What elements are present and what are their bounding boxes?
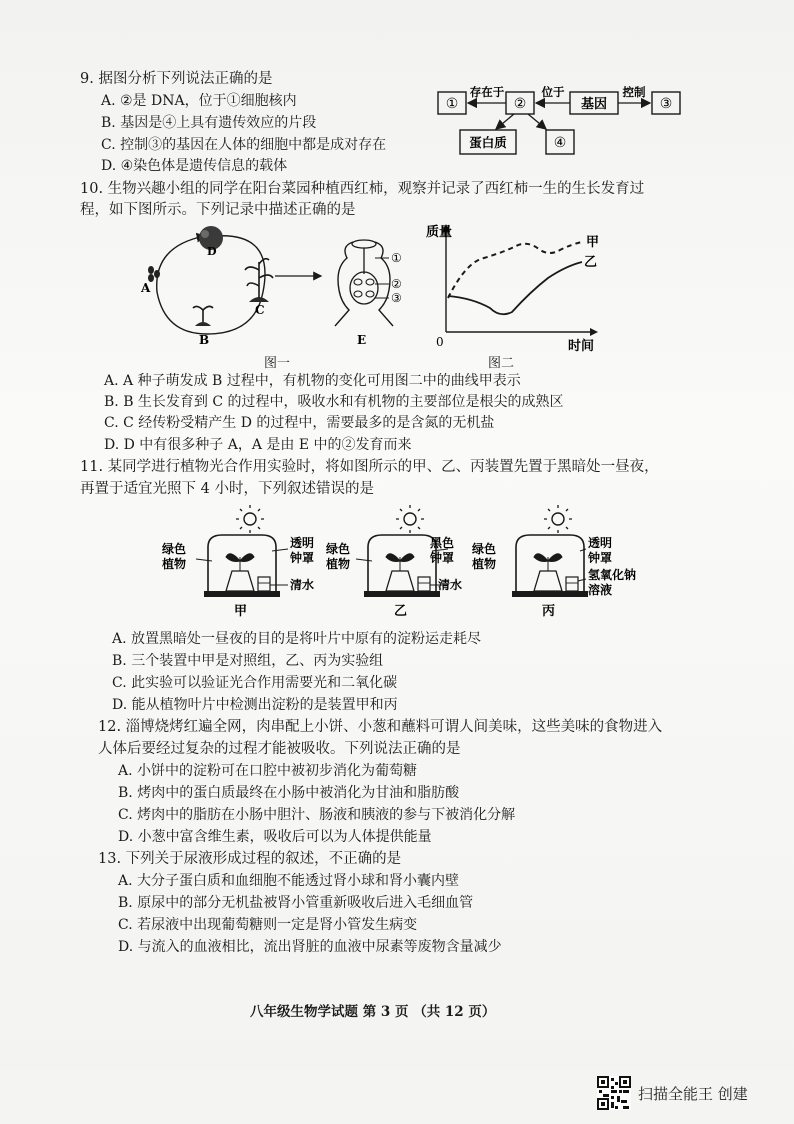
figure-2-caption: 图二 (488, 356, 515, 371)
box-2-label: ② (513, 96, 527, 112)
q13-option-b: B. 原尿中的部分无机盐被肾小管重新吸收后进入毛细血管 (118, 895, 474, 911)
plant-pot (226, 571, 254, 591)
cover-label-2: 钟罩 (290, 551, 315, 565)
origin-label: 0 (436, 335, 444, 349)
q9-stem: 9. 据图分析下列说法正确的是 (80, 71, 273, 87)
label-b: B (199, 333, 210, 347)
q9-concept-diagram (430, 84, 690, 164)
label-c: C (255, 303, 265, 317)
q13-option-a: A. 大分子蛋白质和血细胞不能透过肾小球和肾小囊内壁 (118, 873, 460, 889)
q10-stem-line2: 程，如下图所示。下列记录中描述正确的是 (80, 202, 356, 218)
q13-option-d: D. 与流入的血液相比，流出肾脏的血液中尿素等废物含量减少 (118, 939, 502, 955)
label-d: D (207, 245, 217, 258)
sun-icon (552, 513, 564, 525)
label-2: ② (391, 277, 402, 291)
plant-label-1: 绿色 (326, 542, 351, 556)
cover-label-2: 钟罩 (430, 551, 455, 565)
q11-option-b: B. 三个装置中甲是对照组，乙、丙为实验组 (112, 653, 384, 669)
plant-pot (386, 571, 414, 591)
label-e: E (357, 333, 367, 347)
q10-option-a: A. A 种子萌发成 B 过程中，有机物的变化可用图二中的曲线甲表示 (104, 373, 521, 389)
q10-option-c: C. C 经传粉受精产生 D 的过程中，需要最多的是含氮的无机盐 (104, 415, 495, 431)
arrow-to-4 (528, 114, 546, 129)
device-bing (472, 505, 636, 619)
page-footer: 八年级生物学试题 第 3 页 （共 12 页） (250, 1004, 496, 1020)
q11-apparatus-figure (160, 505, 640, 620)
box-4-label: ④ (553, 135, 567, 151)
plant-label-1: 绿色 (162, 542, 187, 556)
seedling-b (195, 322, 211, 326)
q11-option-d: D. 能从植物叶片中检测出淀粉的是装置甲和丙 (112, 697, 398, 713)
label-located-on: 位于 (541, 85, 565, 99)
box-1-label: ① (445, 96, 459, 112)
liquid-label-2: 溶液 (588, 583, 613, 597)
y-axis-label: 质量 (426, 225, 453, 240)
legend-yi: 乙 (584, 255, 598, 270)
q12-option-a: A. 小饼中的淀粉可在口腔中被初步消化为葡萄糖 (118, 763, 418, 779)
q11-option-a: A. 放置黑暗处一昼夜的目的是将叶片中原有的淀粉运走耗尽 (112, 631, 482, 647)
cover-label-2: 钟罩 (588, 551, 613, 565)
box-gene-label: 基因 (580, 97, 608, 112)
sun-icon (404, 513, 416, 525)
qr-code-icon (597, 1076, 631, 1110)
label-3: ③ (391, 291, 402, 305)
device-name: 乙 (394, 604, 408, 619)
q11-option-c: C. 此实验可以验证光合作用需要光和二氧化碳 (112, 675, 398, 691)
q13-stem: 13. 下列关于尿液形成过程的叙述，不正确的是 (98, 851, 402, 867)
liquid-label-1: 氢氧化钠 (588, 568, 637, 582)
figure-1-caption: 图一 (264, 356, 291, 371)
q11-stem-line1: 11. 某同学进行植物光合作用实验时，将如图所示的甲、乙、丙装置先置于黑暗处一昼夜， (80, 459, 659, 475)
camscanner-watermark: 扫描全能王 创建 (638, 1085, 748, 1103)
q13-option-c: C. 若尿液中出现葡萄糖则一定是肾小管发生病变 (118, 917, 418, 933)
plant-pot (534, 571, 562, 591)
plant-label-1: 绿色 (472, 542, 497, 556)
q11-stem-line2: 再置于适宜光照下 4 小时，下列叙述错误的是 (80, 481, 374, 497)
q12-option-b: B. 烤肉中的蛋白质最终在小肠中被消化为甘油和脂肪酸 (118, 785, 460, 801)
device-name: 丙 (542, 604, 556, 619)
device-jia (162, 505, 314, 619)
q12-stem-line2: 人体后要经过复杂的过程才能被吸收。下列说法正确的是 (98, 741, 461, 757)
q9-option-d: D. ④染色体是遗传信息的载体 (101, 158, 288, 174)
q10-figure-1 (135, 222, 415, 352)
q9-option-a: A. ②是 DNA，位于①细胞核内 (101, 93, 297, 109)
label-controls: 控制 (622, 85, 646, 99)
cover-label-1: 透明 (290, 536, 315, 550)
cover-label-1: 透明 (588, 536, 613, 550)
q10-option-d: D. D 中有很多种子 A，A 是由 E 中的②发育而来 (104, 437, 412, 453)
q10-figure-2-chart (420, 222, 610, 352)
label-exists-in: 存在于 (469, 85, 505, 99)
plant-label-2: 植物 (472, 557, 497, 571)
arrow-to-protein (496, 114, 514, 129)
liquid-label: 清水 (290, 578, 315, 592)
q12-option-c: C. 烤肉中的脂肪在小肠中胆汁、肠液和胰液的参与下被消化分解 (118, 807, 516, 823)
liquid-beaker (258, 577, 270, 591)
plant-label-2: 植物 (162, 557, 187, 571)
liquid-beaker (566, 577, 578, 591)
q12-option-d: D. 小葱中富含维生素，吸收后可以为人体提供能量 (118, 829, 432, 845)
q10-stem-line1: 10. 生物兴趣小组的同学在阳台菜园种植西红柿，观察并记录了西红柿一生的生长发育过 (80, 181, 645, 197)
liquid-beaker (418, 577, 430, 591)
sun-icon (244, 513, 256, 525)
q10-option-b: B. B 生长发育到 C 的过程中，吸收水和有机物的主要部位是根尖的成熟区 (104, 394, 564, 410)
device-yi (326, 505, 462, 619)
curve-yi (448, 262, 582, 314)
legend-jia: 甲 (586, 235, 600, 250)
label-1: ① (391, 251, 402, 265)
label-a: A (141, 281, 151, 295)
liquid-label: 清水 (438, 578, 463, 592)
q9-option-b: B. 基因是④上具有遗传效应的片段 (101, 115, 317, 131)
x-axis-label: 时间 (568, 339, 595, 352)
q12-stem-line1: 12. 淄博烧烤红遍全网，肉串配上小饼、小葱和蘸料可谓人间美味，这些美味的食物进入 (98, 719, 663, 735)
box-protein-label: 蛋白质 (469, 135, 507, 150)
box-3-label: ③ (659, 96, 673, 112)
seed-a-2 (154, 270, 160, 278)
q9-option-c: C. 控制③的基因在人体的细胞中都是成对存在 (101, 137, 387, 153)
seed-a-1 (148, 266, 154, 274)
device-name: 甲 (234, 604, 248, 619)
cover-label-1: 黑色 (430, 536, 455, 550)
plant-label-2: 植物 (326, 557, 351, 571)
